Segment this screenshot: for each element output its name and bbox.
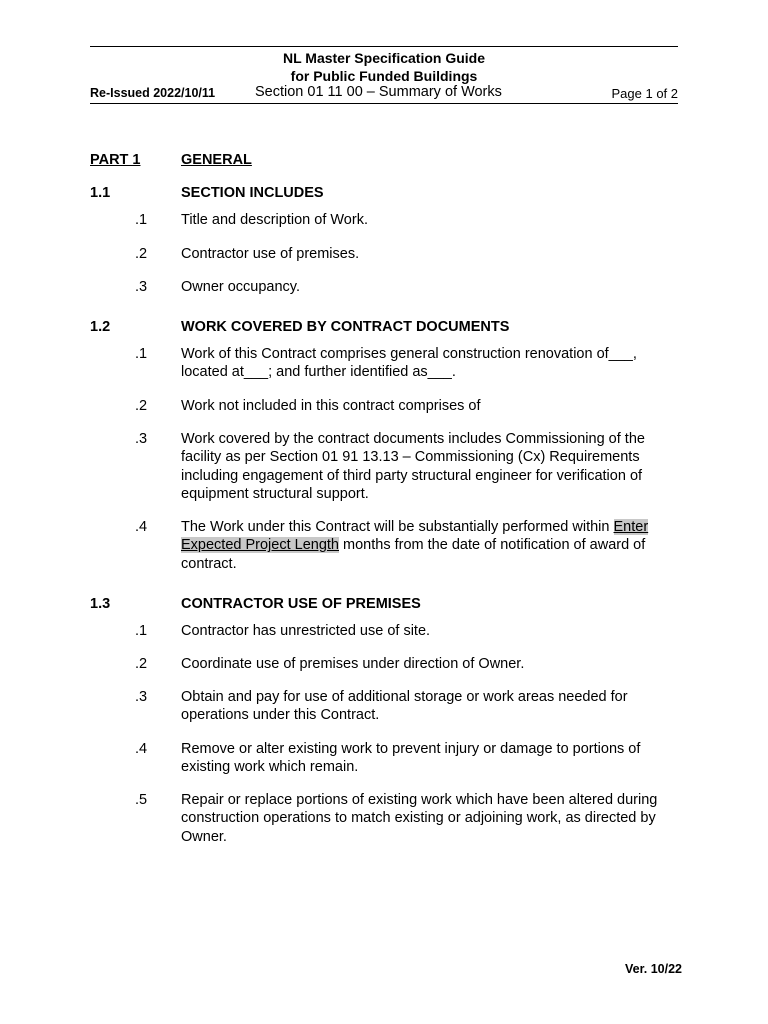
header-info-row bbox=[90, 85, 678, 104]
section-title-text: CONTRACTOR USE OF PREMISES bbox=[181, 596, 421, 612]
item-text: Work of this Contract comprises general construction renovation of___, located at___; and further identified as___. bbox=[181, 346, 637, 381]
item-number: .1 bbox=[135, 212, 148, 228]
item-text: Owner occupancy. bbox=[181, 279, 301, 295]
item-text: Contractor use of premises. bbox=[181, 246, 360, 262]
item-number: .3 bbox=[135, 279, 148, 295]
version-footer: Ver. 10/22 bbox=[624, 962, 682, 976]
section-title-text: WORK COVERED BY CONTRACT DOCUMENTS bbox=[181, 319, 510, 335]
item-number: .1 bbox=[135, 346, 148, 362]
item-text bbox=[181, 518, 675, 573]
item-text: Contractor has unrestricted use of site. bbox=[181, 623, 431, 639]
item-text: Title and description of Work. bbox=[181, 212, 368, 228]
item-number: .2 bbox=[135, 398, 148, 414]
item-text: Remove or alter existing work to prevent injury or damage to portions of existing work which remain. bbox=[181, 741, 641, 776]
header-title-line1: NL Master Specification Guide bbox=[282, 50, 485, 66]
item-text: Coordinate use of premises under direction of Owner. bbox=[181, 656, 525, 672]
item-text: Work covered by the contract documents includes Commissioning of the facility as per Section 01 91 13.13 – Commissioning (Cx) Requirements including engagement of third party structural engineer for verification of equipment structural support. bbox=[181, 431, 645, 502]
item-number: .2 bbox=[135, 656, 148, 672]
item-number: .3 bbox=[135, 689, 148, 705]
section-number: 1.2 bbox=[90, 319, 111, 335]
item-number: .1 bbox=[135, 623, 148, 639]
part-title: GENERAL bbox=[181, 152, 252, 168]
item-number: .2 bbox=[135, 246, 148, 262]
item-number: .5 bbox=[135, 792, 148, 808]
page-number: Page 1 of 2 bbox=[611, 86, 678, 101]
item-number: .4 bbox=[135, 519, 148, 535]
header-title-line2: for Public Funded Buildings bbox=[290, 68, 478, 84]
item-text-after: months from the date of notification of award of contract. bbox=[181, 537, 646, 572]
item-text: Repair or replace portions of existing work which have been altered during construction operations to match existing or adjoining work, as directed by Owner. bbox=[181, 792, 658, 845]
part-number: PART 1 bbox=[90, 152, 141, 168]
section-number: 1.1 bbox=[90, 185, 111, 201]
item-number: .3 bbox=[135, 431, 148, 447]
project-length-field[interactable]: Enter Expected Project Length bbox=[181, 519, 649, 554]
section-number: 1.3 bbox=[90, 596, 111, 612]
item-number: .4 bbox=[135, 741, 148, 757]
item-text: Work not included in this contract comprises of bbox=[181, 398, 481, 414]
item-text-before: The Work under this Contract will be substantially performed within bbox=[181, 519, 614, 535]
header-top-rule bbox=[90, 46, 678, 47]
section-title: Section 01 11 00 – Summary of Works bbox=[255, 84, 502, 100]
reissued-date: Re-Issued 2022/10/11 bbox=[90, 86, 216, 100]
section-title-text: SECTION INCLUDES bbox=[181, 185, 324, 201]
item-text: Obtain and pay for use of additional storage or work areas needed for operations under this Contract. bbox=[181, 689, 628, 724]
